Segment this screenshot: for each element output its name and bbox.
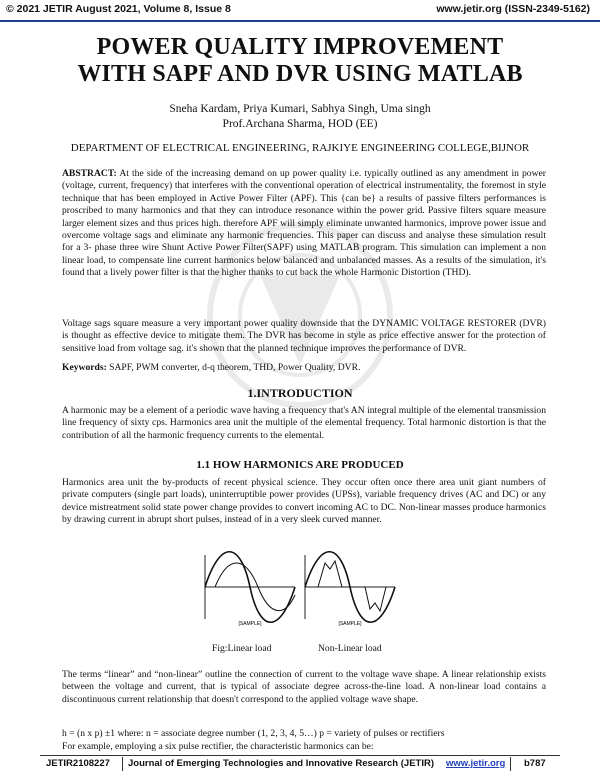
title-line-2: WITH SAPF AND DVR USING MATLAB [77,61,523,87]
introduction-text: A harmonic may be a element of a periodic wave having a frequency that's AN integral multiple of the elemental transmission line frequency of sixty cps. Harmonics area unit the multiple of the elemental frequency. Total harmonic distortion is that the contribution of all the harmonic frequency currents to the elemental. [62,405,546,441]
authors [0,102,600,132]
running-header [0,0,600,20]
footer-divider [122,757,123,771]
footer-journal: Journal of Emerging Technologies and Innovative Research (JETIR) [128,758,434,769]
department: DEPARTMENT OF ELECTRICAL ENGINEERING, RAJKIYE ENGINEERING COLLEGE,BIJNOR [70,142,530,154]
authors-names: Sneha Kardam, Priya Kumari, Sabhya Singh, Uma singh [169,103,431,115]
paper-title [0,34,600,88]
harmonics-text: Harmonics area unit the by-products of recent physical science. They occur often once there area unit giant numbers of private computers (single part loads), uninterruptible power provides (UPSs), variable frequency drives (AC and DC) or any device mistreatment solid state power change provides to convert incoming AC to DC. Non-linear masses produce harmonics by drawing current in abrupt short pulses, instead of in a very sleek curved manner. [62,477,546,526]
header-website: www.jetir.org (ISSN-2349-5162) [436,3,590,15]
section-heading-harmonics: 1.1 HOW HARMONICS ARE PRODUCED [196,459,404,471]
example-text: For example, employing a six pulse rectifier, the characteristic harmonics can be: [62,741,374,752]
linear-nonlinear-text: The terms “linear” and “non-linear” outline the connection of current to the voltage wave shape. A linear relationship exists between the voltage and current, that is typical of associate degree across-the-line load. A non-linear load contains a discontinuous current relationship that doesn't correspond to the applied voltage wave shape. [62,669,546,705]
nonlinear-axis-label: [SAMPLE] [338,621,362,627]
header-rule [0,20,600,22]
footer-divider [510,757,511,771]
abstract-para-2: Voltage sags square measure a very important power quality downside that the DYNAMIC VOLTAGE RESTORER (DVR) is thought as effective device to mitigate them. The DVR has become in style as price effective answer for the protection of sensitive load from voltage sag. it's shown that the planned technique improves the performance of DVR. [62,318,546,354]
title-line-1: POWER QUALITY IMPROVEMENT [96,34,504,60]
load-waveform-figure [200,545,400,627]
footer-paper-id: JETIR2108227 [46,758,110,769]
abstract-label: ABSTRACT: [62,168,117,179]
authors-hod: Prof.Archana Sharma, HOD (EE) [222,118,378,130]
abstract-text: At the side of the increasing demand on up power quality i.e. typically outlined as any amendment in power (voltage, current, frequency) that interferes with the conventional operation of electrical instrumentality, the foremost in style technique that has been employed in Active Power Filter (APF). This {can be} a results of passive filters performances is proscribed to many harmonics and that they can introduce resonance within the power grid. Passive filters square measure larger element sizes and thus prices high. therefore APF will simply eliminate unwanted harmonics, improve power issue and overcome voltage sags and eliminate any harmonic frequencies. This paper can discuss and analyse these simulation result for a 3- phase three wire Shunt Active Power Filter(SAPF) using MATLAB program. This simulation can implement a non linear load, to compensate line current harmonics below balanced and unbalanced masses. As a results of the simulation, it's found that a lively power filter is that the higher thanks to cut back the whole Harmonic Distortion (THD). [62,168,546,279]
footer-website-link[interactable]: www.jetir.org [446,758,506,769]
linear-axis-label: [SAMPLE] [238,621,262,627]
keywords-text: SAPF, PWM converter, d-q theorem, THD, Power Quality, DVR. [109,362,361,373]
page-footer [40,755,560,772]
keywords [62,362,546,374]
section-heading-introduction: 1.INTRODUCTION [247,386,353,400]
abstract [62,168,546,280]
figure-caption-linear: Fig:Linear load [212,643,272,654]
header-journal-info: © 2021 JETIR August 2021, Volume 8, Issue 8 [6,3,231,15]
footer-page-number: b787 [524,758,546,769]
keywords-label: Keywords: [62,362,107,373]
non-linear-load-waveform [305,552,395,623]
harmonic-formula: h = (n x p) ±1 where: n = associate degree number (1, 2, 3, 4, 5…) p = variety of pulses or rectifiers [62,728,445,739]
figure-caption-nonlinear: Non-Linear load [318,643,382,654]
linear-load-waveform [205,552,295,623]
